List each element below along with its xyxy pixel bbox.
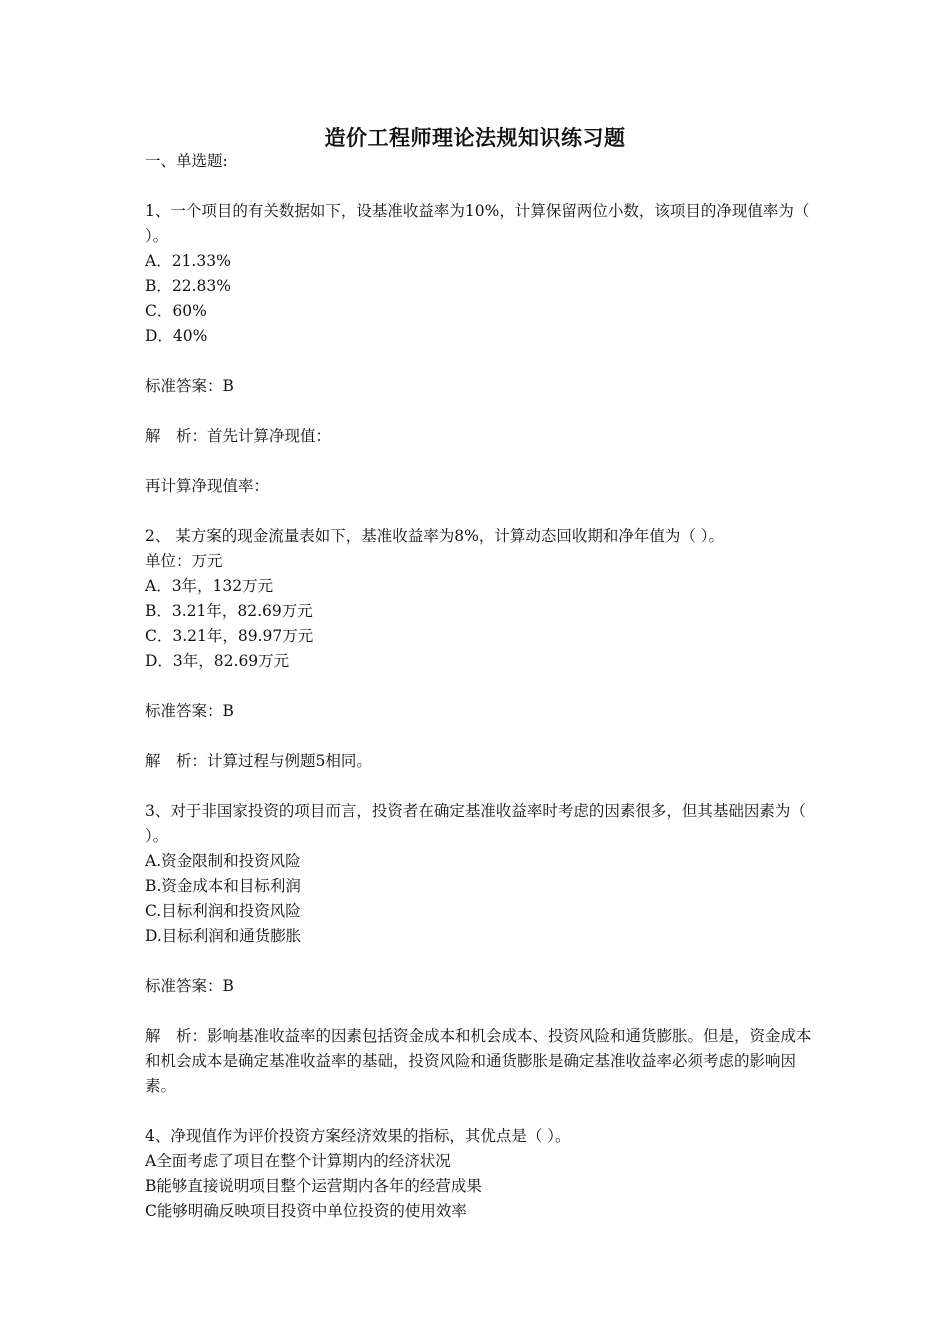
spacer	[145, 499, 815, 524]
question-1-analysis-2: 再计算净现值率：	[145, 477, 270, 495]
spacer	[145, 999, 815, 1024]
question-2-option-b: B．3.21年，82.69万元	[145, 602, 313, 620]
question-1-analysis: 解 析：首先计算净现值：	[145, 427, 332, 445]
question-1-answer: 标准答案：B	[145, 377, 234, 395]
spacer	[145, 1099, 815, 1124]
question-2-unit: 单位：万元	[145, 552, 223, 570]
spacer	[145, 399, 815, 424]
question-2-stem: 2、 某方案的现金流量表如下，基准收益率为8%，计算动态回收期和净年值为（ ）。	[145, 527, 725, 545]
question-1-option-b: B．22.83%	[145, 277, 231, 295]
question-3-option-c: C.目标利润和投资风险	[145, 902, 301, 920]
spacer	[145, 949, 815, 974]
question-3-answer: 标准答案：B	[145, 977, 234, 995]
question-2-analysis: 解 析：计算过程与例题5相同。	[145, 752, 372, 770]
spacer	[145, 674, 815, 699]
document-title: 造价工程师理论法规知识练习题	[324, 125, 626, 150]
question-1-option-d: D．40%	[145, 327, 208, 345]
section-heading: 一、单选题:	[145, 152, 228, 170]
question-3-option-d: D.目标利润和通货膨胀	[145, 927, 302, 945]
question-3-option-a: A.资金限制和投资风险	[145, 852, 301, 870]
question-3-analysis: 解 析：影响基准收益率的因素包括资金成本和机会成本、投资风险和通货膨胀。但是，资金成本和机会成本是确定基准收益率的基础，投资风险和通货膨胀是确定基准收益率必须考虑的影响因素。	[145, 1027, 812, 1095]
question-4-option-b: B能够直接说明项目整个运营期内各年的经营成果	[145, 1177, 482, 1195]
question-2-option-c: C．3.21年，89.97万元	[145, 627, 314, 645]
question-4-option-a: A全面考虑了项目在整个计算期内的经济状况	[145, 1152, 451, 1170]
question-1-option-c: C．60%	[145, 302, 207, 320]
spacer	[145, 724, 815, 749]
spacer	[145, 774, 815, 799]
question-2-option-a: A．3年，132万元	[145, 577, 274, 595]
spacer	[145, 349, 815, 374]
question-2-option-d: D．3年，82.69万元	[145, 652, 290, 670]
document-body	[145, 149, 815, 1224]
question-1-option-a: A．21.33%	[145, 252, 231, 270]
question-3-stem: 3、对于非国家投资的项目而言，投资者在确定基准收益率时考虑的因素很多，但其基础因素为（ ）。	[145, 802, 806, 845]
question-2-answer: 标准答案：B	[145, 702, 234, 720]
spacer	[145, 449, 815, 474]
question-1-stem: 1、一个项目的有关数据如下，设基准收益率为10%，计算保留两位小数，该项目的净现值率为（ ）。	[145, 202, 810, 245]
spacer	[145, 174, 815, 199]
question-4-option-c: C能够明确反映项目投资中单位投资的使用效率	[145, 1202, 467, 1220]
question-4-stem: 4、净现值作为评价投资方案经济效果的指标，其优点是（ ）。	[145, 1127, 571, 1145]
question-3-option-b: B.资金成本和目标利润	[145, 877, 301, 895]
